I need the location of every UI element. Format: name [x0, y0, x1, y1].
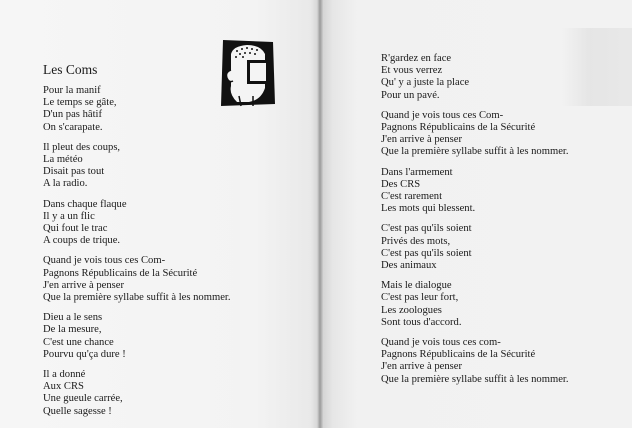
stanza [43, 199, 231, 248]
stanza [381, 53, 569, 102]
stanza [43, 142, 231, 191]
poem-line: A la radio. [43, 178, 88, 190]
stanza [381, 337, 569, 386]
poem-line: J'en arrive à penser [381, 361, 463, 373]
poem-line: On s'carapate. [43, 121, 103, 133]
poem-line: Que la première syllabe suffit à les nommer. [381, 373, 569, 385]
poem-line: Que la première syllabe suffit à les nommer. [381, 146, 569, 158]
poem-line: Sont tous d'accord. [381, 316, 462, 328]
poem-line: Le temps se gâte, [43, 97, 117, 109]
book-gutter [317, 0, 323, 428]
poem-line: Les mots qui blessent. [381, 203, 476, 215]
poem-line: Pagnons Républicains de la Sécurité [43, 267, 198, 279]
left-poem-column [43, 85, 231, 426]
poem-line: Et vous verrez [381, 65, 443, 77]
poem-line: J'en arrive à penser [43, 279, 125, 291]
poem-line: Mais le dialogue [381, 280, 452, 292]
poem-line: C'est pas qu'ils soient [381, 247, 472, 259]
stanza [43, 255, 231, 304]
poem-line: Il y a un flic [43, 210, 95, 222]
poem-line: Privés des mots, [381, 235, 451, 247]
poem-line: Quand je vois tous ces Com- [381, 109, 504, 121]
poem-line: Pagnons Républicains de la Sécurité [381, 349, 536, 361]
poem-line: Quand je vois tous ces com- [381, 337, 501, 349]
poem-line: Une gueule carrée, [43, 393, 123, 405]
stanza [43, 85, 231, 134]
show-through-shadow [562, 28, 632, 106]
poem-line: La météo [43, 154, 83, 166]
poem-line: C'est pas qu'ils soient [381, 223, 472, 235]
poem-line: Les zoologues [381, 304, 442, 316]
poem-line: Il pleut des coups, [43, 141, 121, 153]
stanza [381, 223, 569, 272]
poem-line: Quand je vois tous ces Com- [43, 255, 166, 267]
stanza [381, 167, 569, 216]
poem-line: Pourvu qu'ça dure ! [43, 348, 126, 360]
stanza [43, 312, 231, 361]
poem-line: Pour un pavé. [381, 89, 440, 101]
poem-line: C'est rarement [381, 191, 443, 203]
poem-line: Qu' y a juste la place [381, 77, 470, 89]
poem-line: R'gardez en face [381, 53, 452, 64]
poem-line: Des animaux [381, 260, 437, 272]
poem-line: C'est pas leur fort, [381, 292, 459, 304]
poem-line: Disait pas tout [43, 166, 105, 178]
poem-line: Des CRS [381, 178, 421, 190]
poem-line: Il a donné [43, 369, 86, 381]
poem-line: D'un pas hâtif [43, 109, 102, 121]
poem-title: Les Coms [43, 62, 98, 77]
stanza [381, 110, 569, 159]
poem-line: Que la première syllabe suffit à les nommer. [43, 292, 231, 304]
poem-line: Quelle sagesse ! [43, 405, 112, 417]
poem-line: Dieu a le sens [43, 312, 103, 324]
right-poem-column [381, 53, 569, 394]
poem-line: Pour la manif [43, 85, 101, 96]
poem-line: Qui fout le trac [43, 223, 108, 235]
stanza [381, 280, 569, 329]
poem-line: De la mesure, [43, 324, 102, 336]
poem-line: A coups de trique. [43, 235, 121, 247]
stanza [43, 369, 231, 418]
poem-line: Dans chaque flaque [43, 198, 127, 210]
poem-line: Pagnons Républicains de la Sécurité [381, 122, 536, 134]
poem-line: Aux CRS [43, 381, 84, 393]
poem-line: J'en arrive à penser [381, 134, 463, 146]
poem-line: C'est une chance [43, 336, 114, 348]
poem-line: Dans l'armement [381, 166, 453, 178]
